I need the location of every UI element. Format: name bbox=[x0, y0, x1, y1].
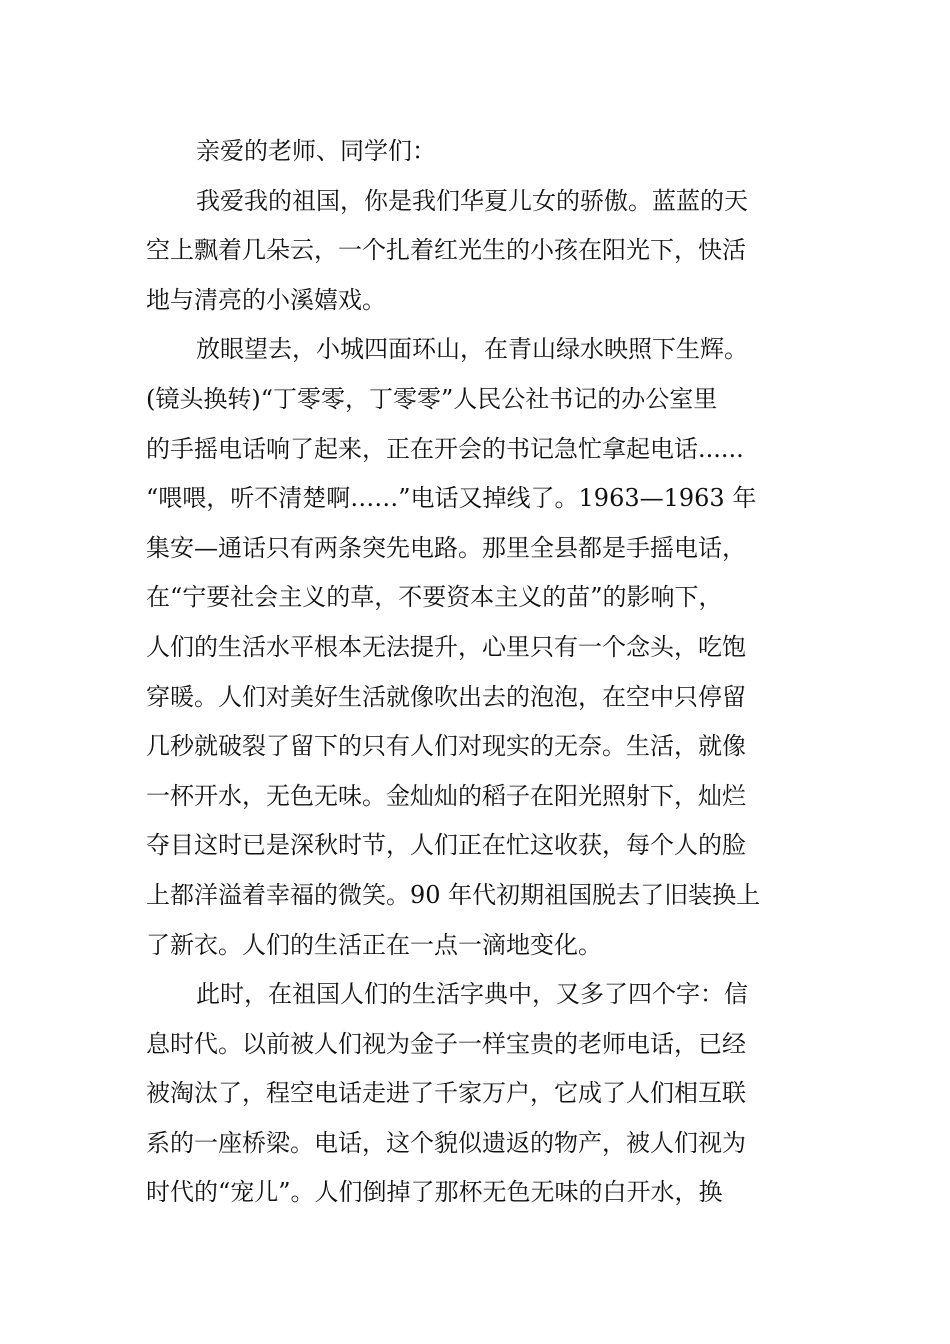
text-line: 空上飘着几朵云，一个扎着红光生的小孩在阳光下，快活 bbox=[146, 236, 746, 265]
body-paragraph-1 bbox=[146, 177, 810, 326]
text-line: (镜头换转)“丁零零，丁零零”人民公社书记的办公室里 bbox=[146, 384, 718, 413]
body-paragraph-3 bbox=[146, 970, 810, 1218]
text-line: 集安—通话只有两条突先电路。那里全县都是手摇电话， bbox=[146, 533, 746, 562]
text-line: 穿暖。人们对美好生活就像吹出去的泡泡，在空中只停留 bbox=[146, 682, 746, 711]
greeting-paragraph bbox=[146, 127, 810, 177]
text-line: 此时，在祖国人们的生活字典中，又多了四个字：信 bbox=[196, 980, 748, 1009]
text-line: 亲爱的老师、同学们： bbox=[196, 137, 436, 165]
text-line: 放眼望去，小城四面环山，在青山绿水映照下生辉。 bbox=[196, 335, 748, 364]
text-line: “喂喂，听不清楚啊……”电话又掉线了。1963—1963 年 bbox=[146, 484, 757, 513]
text-line: 息时代。以前被人们视为金子一样宝贵的老师电话，已经 bbox=[146, 1029, 746, 1058]
body-paragraph-2 bbox=[146, 325, 810, 970]
document-body bbox=[146, 127, 810, 1218]
text-line: 系的一座桥梁。电话，这个貌似遗返的物产，被人们视为 bbox=[146, 1128, 746, 1157]
text-line: 夺目这时已是深秋时节，人们正在忙这收获，每个人的脸 bbox=[146, 831, 746, 860]
text-line: 时代的“宠儿”。人们倒掉了那杯无色无味的白开水，换 bbox=[146, 1178, 723, 1207]
text-line: 人们的生活水平根本无法提升，心里只有一个念头，吃饱 bbox=[146, 632, 746, 661]
text-line: 在“宁要社会主义的草，不要资本主义的苗”的影响下， bbox=[146, 583, 723, 612]
text-line: 我爱我的祖国，你是我们华夏儿女的骄傲。蓝蓝的天 bbox=[196, 186, 748, 215]
text-line: 的手摇电话响了起来，正在开会的书记急忙拿起电话...... bbox=[146, 434, 744, 463]
text-line: 一杯开水，无色无味。金灿灿的稻子在阳光照射下，灿烂 bbox=[146, 781, 746, 810]
text-line: 几秒就破裂了留下的只有人们对现实的无奈。生活，就像 bbox=[146, 732, 746, 761]
text-line: 了新衣。人们的生活正在一点一滴地变化。 bbox=[146, 930, 602, 959]
text-line: 上都洋溢着幸福的微笑。90 年代初期祖国脱去了旧装换上 bbox=[146, 880, 761, 909]
text-line: 被淘汰了，程空电话走进了千家万户，它成了人们相互联 bbox=[146, 1079, 746, 1108]
text-line: 地与清亮的小溪嬉戏。 bbox=[146, 285, 386, 314]
